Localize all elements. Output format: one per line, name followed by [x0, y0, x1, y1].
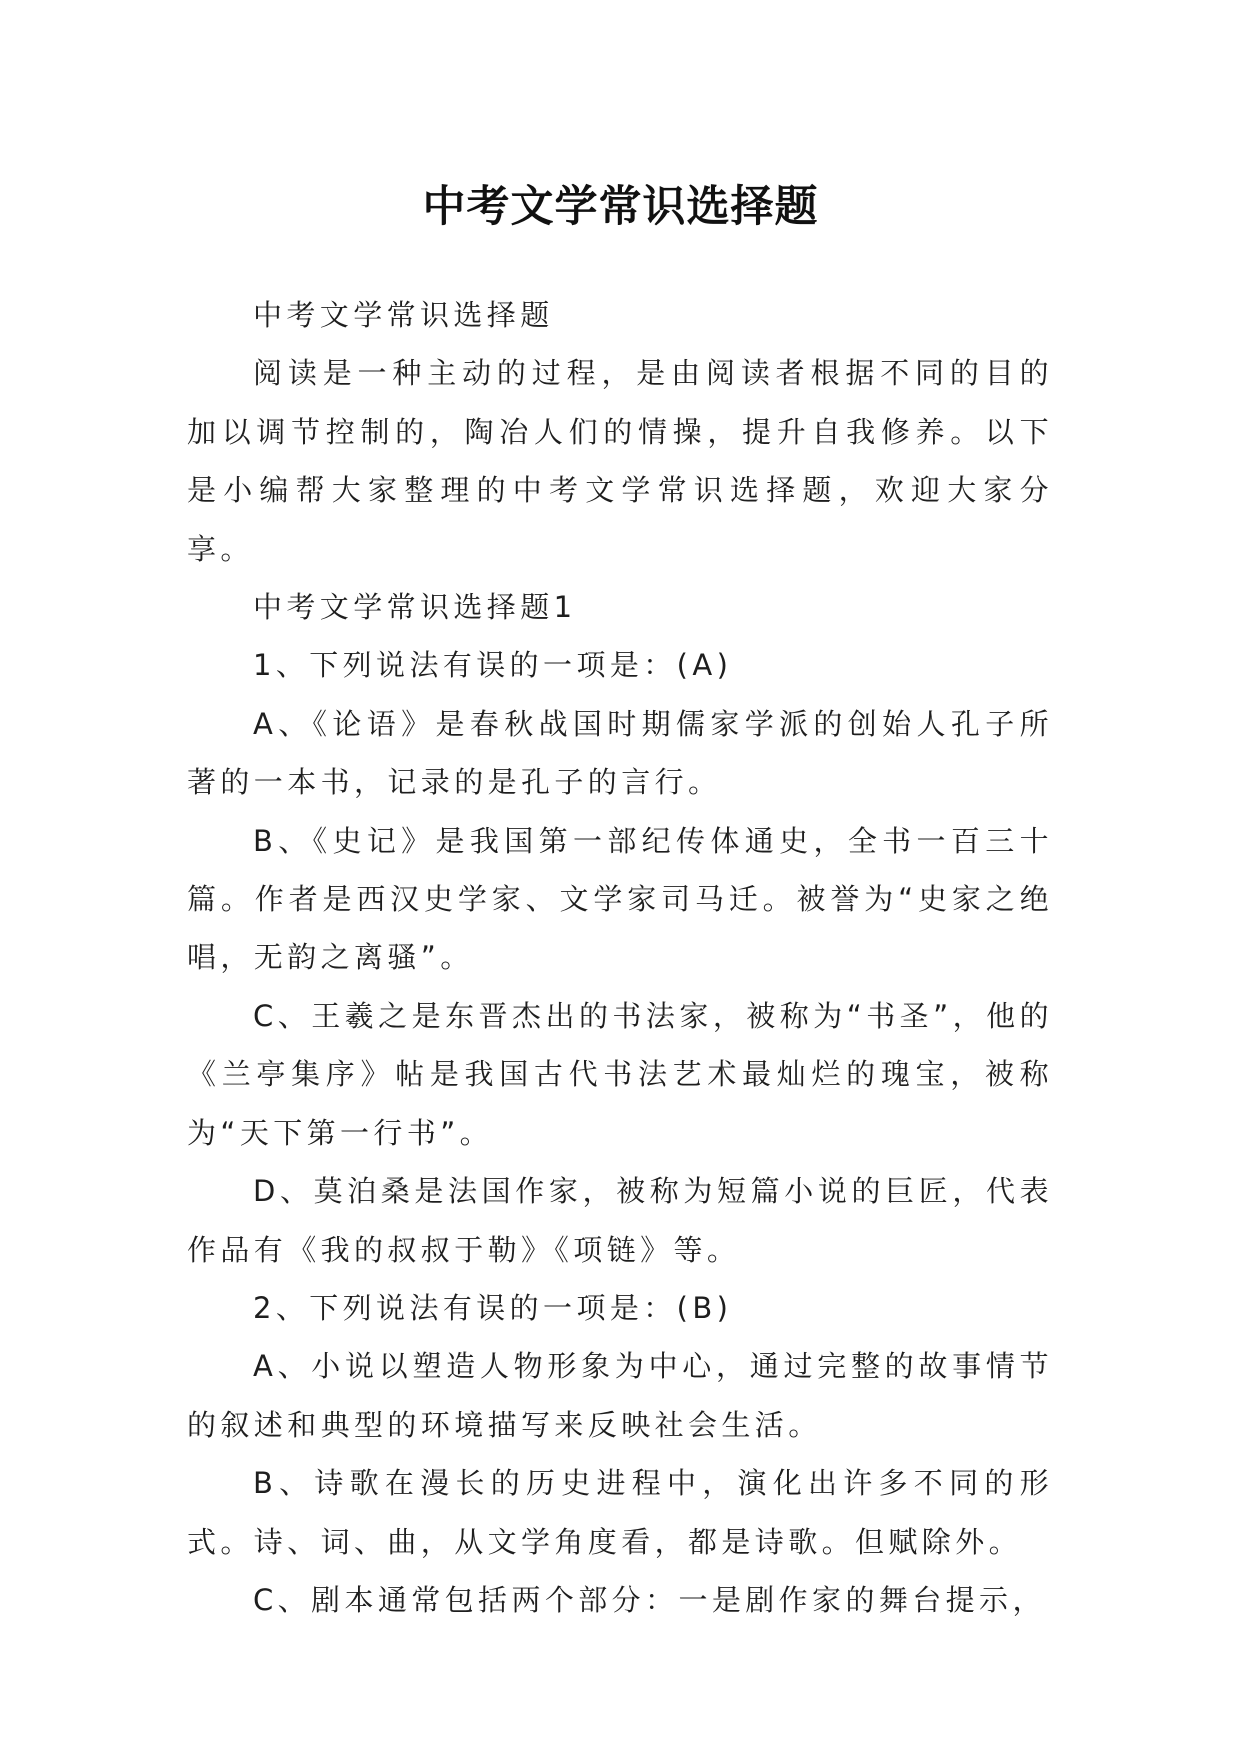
- question-2-option-b: B、诗歌在漫长的历史进程中，演化出许多不同的形式。诗、词、曲，从文学角度看，都是诗歌。但赋除外。: [187, 1466, 1053, 1559]
- page-title: 中考文学常识选择题: [422, 181, 819, 232]
- question-1: 1、下列说法有误的一项是：(A): [253, 648, 733, 683]
- paragraph-subtitle: 中考文学常识选择题: [253, 298, 554, 332]
- question-2: 2、下列说法有误的一项是：(B): [253, 1290, 733, 1325]
- section-heading: 中考文学常识选择题1: [253, 590, 577, 625]
- paragraph-intro: 阅读是一种主动的过程，是由阅读者根据不同的目的加以调节控制的，陶冶人们的情操，提升自我修养。以下是小编帮大家整理的中考文学常识选择题，欢迎大家分享。: [187, 356, 1053, 566]
- question-1-option-d: D、莫泊桑是法国作家，被称为短篇小说的巨匠，代表作品有《我的叔叔于勒》《项链》等。: [187, 1174, 1053, 1267]
- question-1-option-a: A、《论语》是春秋战国时期儒家学派的创始人孔子所著的一本书，记录的是孔子的言行。: [187, 706, 1053, 800]
- question-1-option-c: C、王羲之是东晋杰出的书法家，被称为“书圣”，他的《兰亭集序》帖是我国古代书法艺术最灿烂的瑰宝，被称为“天下第一行书”。: [187, 998, 1053, 1150]
- question-1-option-b: B、《史记》是我国第一部纪传体通史，全书一百三十篇。作者是西汉史学家、文学家司马迁。被誉为“史家之绝唱，无韵之离骚”。: [187, 823, 1053, 975]
- question-2-option-c: C、剧本通常包括两个部分：一是剧作家的舞台提示，: [253, 1582, 1046, 1617]
- document-body: [187, 286, 1053, 1629]
- question-2-option-a: A、小说以塑造人物形象为中心，通过完整的故事情节的叙述和典型的环境描写来反映社会生活。: [187, 1349, 1053, 1442]
